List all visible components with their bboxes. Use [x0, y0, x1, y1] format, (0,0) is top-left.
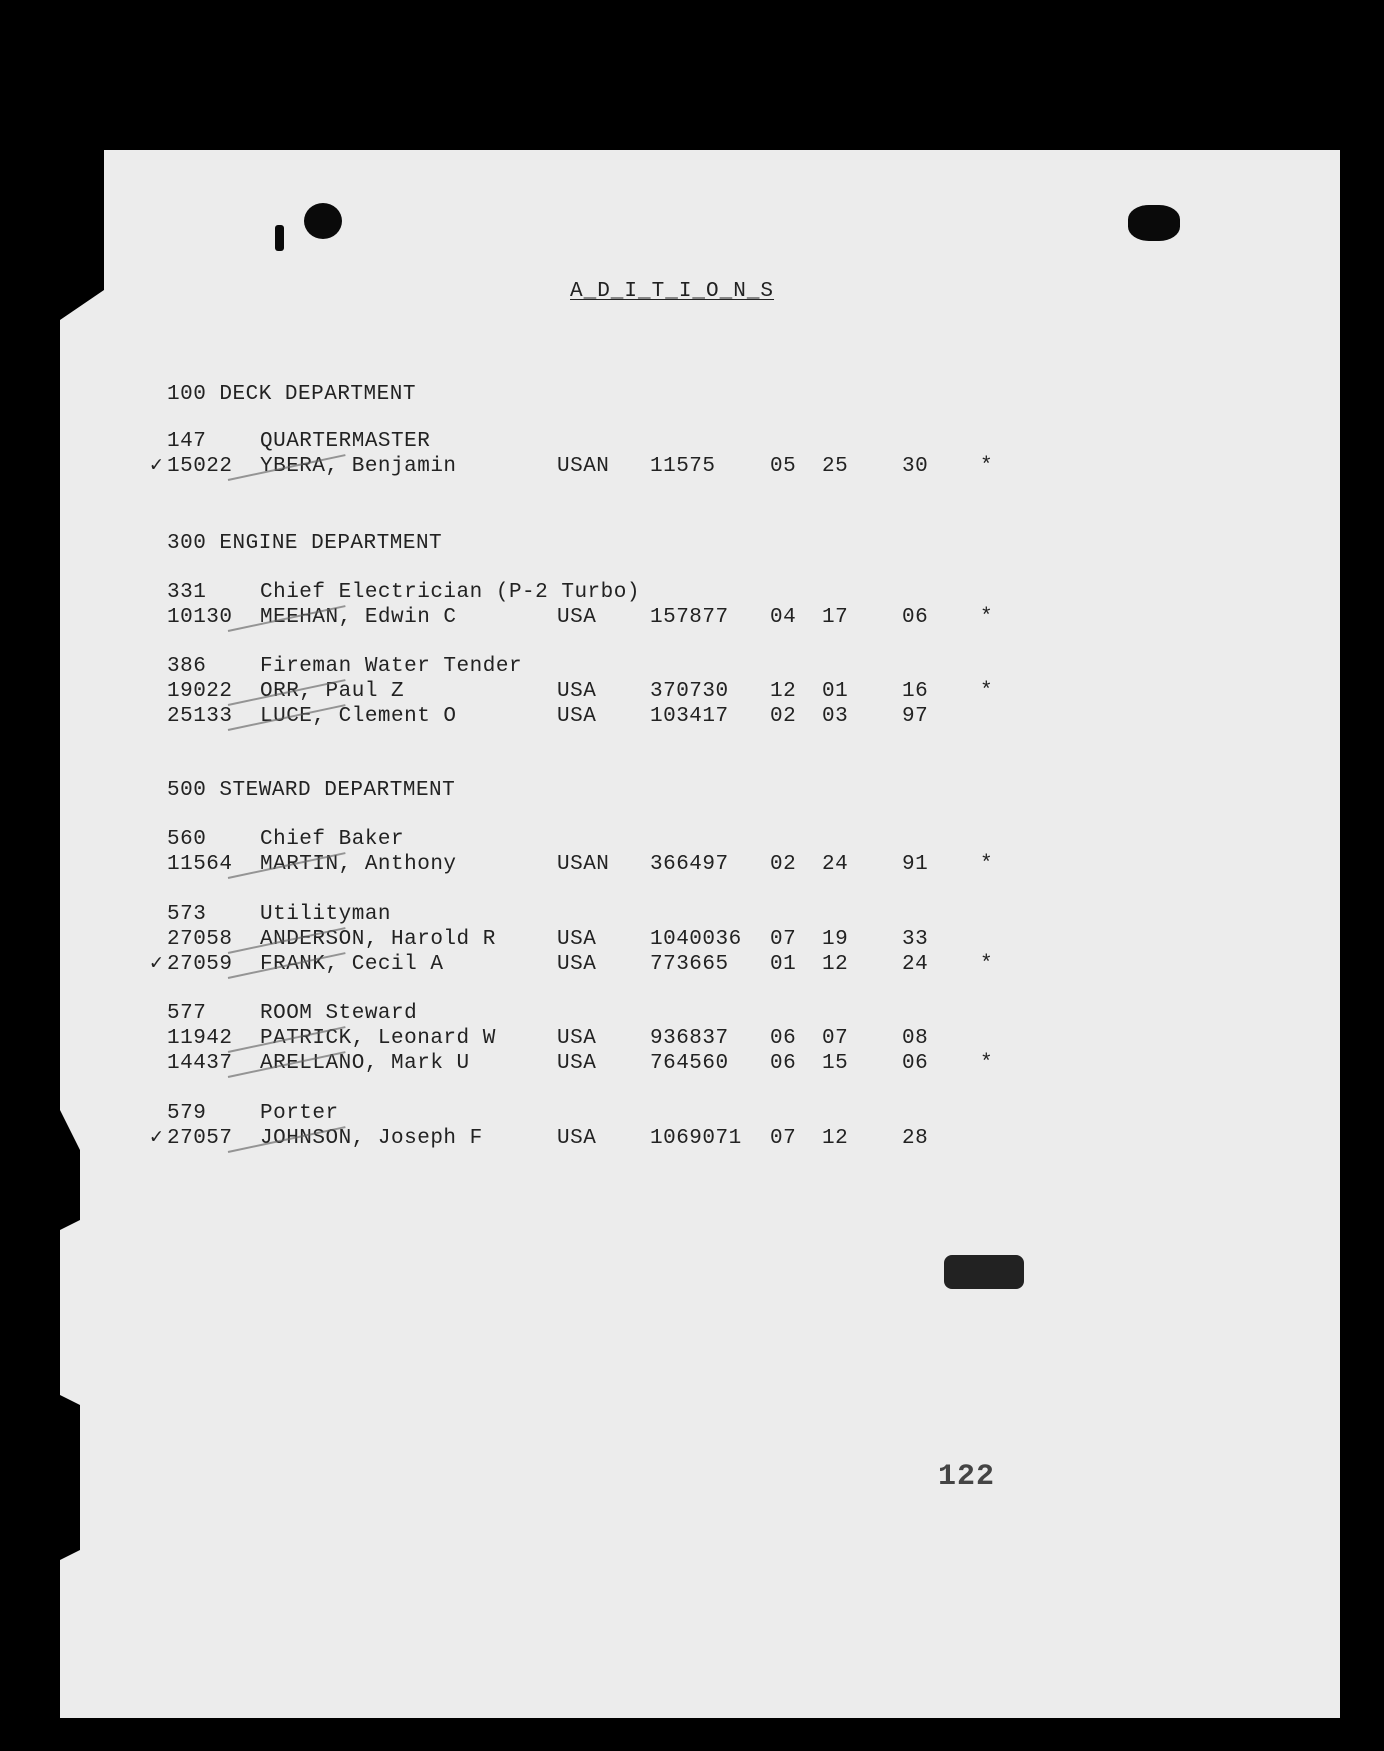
page-title: A_D_I_T_I_O_N_S	[570, 280, 775, 303]
crew-name: ANDERSON, Harold R	[260, 928, 496, 951]
asterisk-mark: *	[980, 455, 994, 478]
crew-name: ORR, Paul Z	[260, 680, 405, 703]
crew-name: MARTIN, Anthony	[260, 853, 457, 876]
department-heading: 100 DECK DEPARTMENT	[167, 383, 416, 406]
date-year: 91	[902, 853, 929, 876]
crew-name: PATRICK, Leonard W	[260, 1027, 496, 1050]
date-year: 24	[902, 953, 929, 976]
position-code: 560	[167, 828, 207, 851]
date-month: 07	[770, 1127, 797, 1150]
punch-hole-right	[1128, 205, 1180, 241]
nationality: USAN	[557, 853, 610, 876]
date-year: 33	[902, 928, 929, 951]
date-day: 03	[822, 705, 849, 728]
crew-name: FRANK, Cecil A	[260, 953, 444, 976]
book-number: 15022	[167, 455, 233, 478]
certificate-number: 366497	[650, 853, 729, 876]
date-month: 05	[770, 455, 797, 478]
book-number: 19022	[167, 680, 233, 703]
certificate-number: 936837	[650, 1027, 729, 1050]
crew-name: ARELLANO, Mark U	[260, 1052, 470, 1075]
nationality: USA	[557, 705, 597, 728]
position-code: 147	[167, 430, 207, 453]
certificate-number: 370730	[650, 680, 729, 703]
nationality: USA	[557, 953, 597, 976]
date-day: 12	[822, 953, 849, 976]
page-number: 122	[938, 1460, 996, 1494]
position-title: ROOM Steward	[260, 1002, 418, 1025]
date-day: 25	[822, 455, 849, 478]
position-title: Fireman Water Tender	[260, 655, 523, 678]
nationality: USA	[557, 928, 597, 951]
book-number: 25133	[167, 705, 233, 728]
date-month: 01	[770, 953, 797, 976]
date-month: 12	[770, 680, 797, 703]
certificate-number: 773665	[650, 953, 729, 976]
nationality: USA	[557, 1052, 597, 1075]
check-mark: ✓	[150, 953, 164, 976]
position-code: 331	[167, 581, 207, 604]
position-code: 386	[167, 655, 207, 678]
ink-blot-left	[275, 225, 284, 251]
department-heading: 300 ENGINE DEPARTMENT	[167, 532, 443, 555]
date-month: 06	[770, 1027, 797, 1050]
position-code: 577	[167, 1002, 207, 1025]
nationality: USAN	[557, 455, 610, 478]
position-code: 579	[167, 1102, 207, 1125]
certificate-number: 764560	[650, 1052, 729, 1075]
certificate-number: 11575	[650, 455, 716, 478]
book-number: 27059	[167, 953, 233, 976]
asterisk-mark: *	[980, 953, 994, 976]
nationality: USA	[557, 606, 597, 629]
certificate-number: 1069071	[650, 1127, 742, 1150]
crew-name: LUCE, Clement O	[260, 705, 457, 728]
date-day: 17	[822, 606, 849, 629]
date-day: 07	[822, 1027, 849, 1050]
date-month: 07	[770, 928, 797, 951]
date-day: 01	[822, 680, 849, 703]
asterisk-mark: *	[980, 606, 994, 629]
date-year: 30	[902, 455, 929, 478]
date-year: 97	[902, 705, 929, 728]
crew-name: YBERA, Benjamin	[260, 455, 457, 478]
book-number: 11942	[167, 1027, 233, 1050]
date-year: 28	[902, 1127, 929, 1150]
book-number: 10130	[167, 606, 233, 629]
date-day: 19	[822, 928, 849, 951]
certificate-number: 157877	[650, 606, 729, 629]
position-title: Utilityman	[260, 903, 392, 926]
date-year: 08	[902, 1027, 929, 1050]
date-month: 06	[770, 1052, 797, 1075]
department-heading: 500 STEWARD DEPARTMENT	[167, 779, 456, 802]
date-day: 12	[822, 1127, 849, 1150]
punch-hole-left	[304, 203, 342, 239]
certificate-number: 103417	[650, 705, 729, 728]
position-title: Chief Electrician (P-2 Turbo)	[260, 581, 640, 604]
asterisk-mark: *	[980, 853, 994, 876]
book-number: 27057	[167, 1127, 233, 1150]
ink-smudge	[944, 1255, 1024, 1289]
position-title: Chief Baker	[260, 828, 405, 851]
position-title: QUARTERMASTER	[260, 430, 431, 453]
date-month: 04	[770, 606, 797, 629]
date-year: 16	[902, 680, 929, 703]
crew-name: MEEHAN, Edwin C	[260, 606, 457, 629]
certificate-number: 1040036	[650, 928, 742, 951]
asterisk-mark: *	[980, 1052, 994, 1075]
nationality: USA	[557, 1127, 597, 1150]
book-number: 27058	[167, 928, 233, 951]
date-day: 15	[822, 1052, 849, 1075]
date-year: 06	[902, 1052, 929, 1075]
position-code: 573	[167, 903, 207, 926]
nationality: USA	[557, 1027, 597, 1050]
book-number: 11564	[167, 853, 233, 876]
check-mark: ✓	[150, 1127, 164, 1150]
date-day: 24	[822, 853, 849, 876]
position-title: Porter	[260, 1102, 339, 1125]
date-month: 02	[770, 705, 797, 728]
date-year: 06	[902, 606, 929, 629]
date-month: 02	[770, 853, 797, 876]
check-mark: ✓	[150, 455, 164, 478]
book-number: 14437	[167, 1052, 233, 1075]
nationality: USA	[557, 680, 597, 703]
crew-name: JOHNSON, Joseph F	[260, 1127, 483, 1150]
asterisk-mark: *	[980, 680, 994, 703]
